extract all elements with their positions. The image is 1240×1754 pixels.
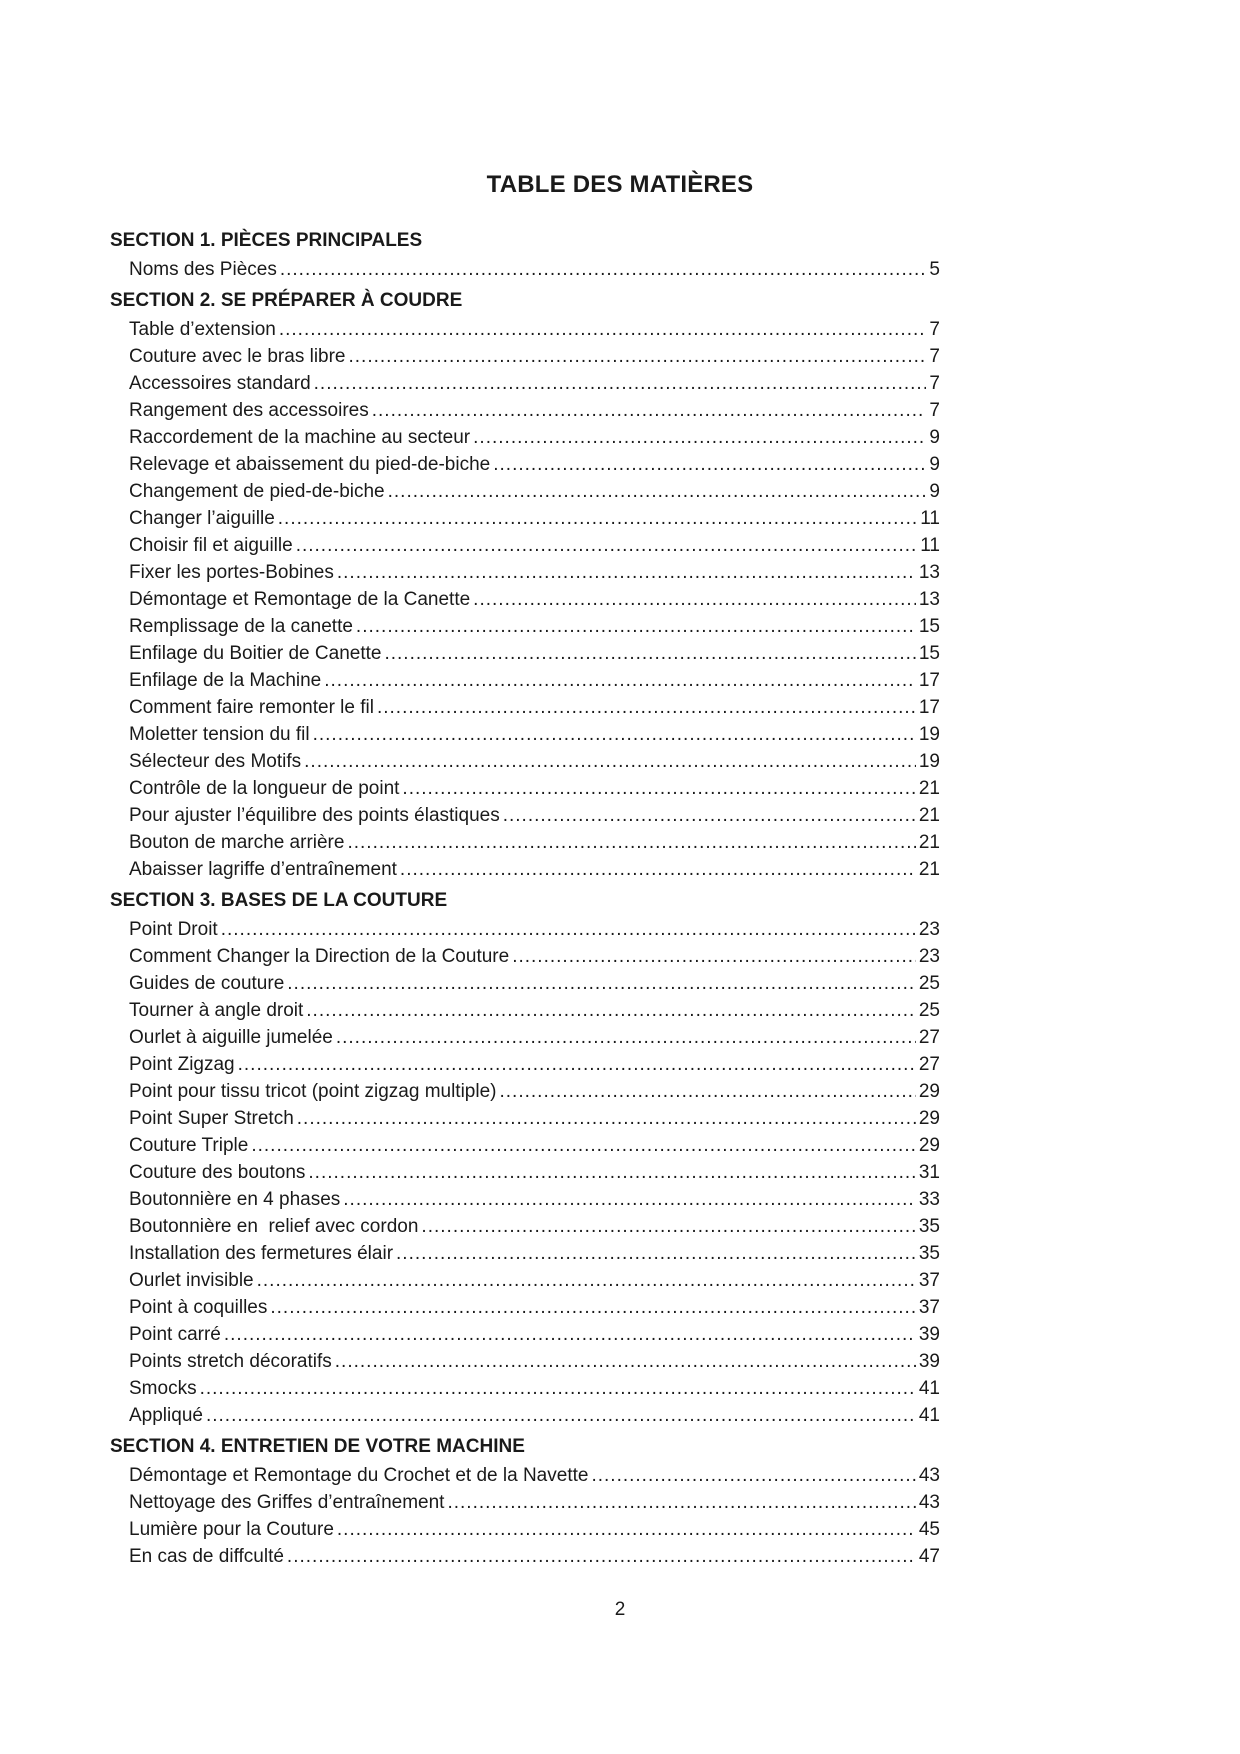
toc-entry (110, 1543, 940, 1570)
dot-leader (308, 1159, 915, 1186)
toc-entry (110, 370, 940, 397)
toc-entry-label: Smocks (129, 1378, 197, 1399)
toc-entry (110, 1321, 940, 1348)
toc-entry-label: Démontage et Remontage de la Canette (129, 589, 471, 610)
toc-entry (110, 1348, 940, 1375)
toc-entry-page: 9 (929, 481, 940, 502)
toc-entry-page: 41 (918, 1405, 940, 1426)
toc-entry-page: 7 (929, 373, 940, 394)
toc-entry-page: 13 (918, 589, 940, 610)
toc-entry (110, 721, 940, 748)
toc-entry (110, 829, 940, 856)
toc-entry (110, 1516, 940, 1543)
toc-entry-page: 19 (918, 751, 940, 772)
toc-entry-page: 15 (918, 643, 940, 664)
toc-entry-label: Noms des Pièces (129, 259, 277, 280)
toc-entry (110, 586, 940, 613)
toc-entry-label: Point Super Stretch (129, 1108, 294, 1129)
toc-entry (110, 256, 940, 283)
dot-leader (238, 1051, 916, 1078)
toc-entry-page: 47 (918, 1546, 940, 1567)
toc-entry-label: Installation des fermetures élair (129, 1243, 394, 1264)
dot-leader (296, 532, 918, 559)
toc-entry-label: Accessoires standard (129, 373, 311, 394)
table-of-contents (110, 229, 940, 1576)
toc-entry-page: 21 (918, 805, 940, 826)
dot-leader (336, 1024, 916, 1051)
dot-leader (343, 1186, 916, 1213)
toc-entry (110, 1186, 940, 1213)
toc-entry-label: Couture Triple (129, 1135, 249, 1156)
toc-entry-label: Nettoyage des Griffes d’entraînement (129, 1492, 445, 1513)
toc-entry-page: 29 (918, 1081, 940, 1102)
dot-leader (591, 1462, 915, 1489)
dot-leader (324, 667, 916, 694)
dot-leader (400, 856, 916, 883)
toc-entry-label: Point carré (129, 1324, 221, 1345)
toc-entry-page: 7 (929, 346, 940, 367)
toc-entry-label: Appliqué (129, 1405, 203, 1426)
toc-entry (110, 748, 940, 775)
dot-leader (493, 451, 926, 478)
dot-leader (297, 1105, 916, 1132)
toc-entry (110, 505, 940, 532)
toc-entry (110, 316, 940, 343)
toc-entry (110, 1294, 940, 1321)
dot-leader (384, 640, 915, 667)
toc-entry-page: 11 (920, 535, 940, 556)
toc-entry-page: 43 (918, 1492, 940, 1513)
dot-leader (372, 397, 927, 424)
dot-leader (447, 1489, 915, 1516)
toc-entry-label: Lumière pour la Couture (129, 1519, 334, 1540)
toc-section (110, 1435, 940, 1570)
toc-entry-label: Couture avec le bras libre (129, 346, 346, 367)
toc-entry-page: 25 (918, 1000, 940, 1021)
toc-entry-page: 23 (918, 946, 940, 967)
toc-entry-label: Rangement des accessoires (129, 400, 369, 421)
dot-leader (270, 1294, 915, 1321)
toc-entry-page: 7 (929, 400, 940, 421)
toc-entry-label: Fixer les portes-Bobines (129, 562, 334, 583)
toc-entry (110, 802, 940, 829)
toc-entry-label: Boutonnière en 4 phases (129, 1189, 341, 1210)
dot-leader (251, 1132, 916, 1159)
toc-entry-page: 27 (918, 1027, 940, 1048)
toc-entry-page: 37 (918, 1297, 940, 1318)
toc-entry-page: 23 (918, 919, 940, 940)
toc-entry-label: Enfilage du Boitier de Canette (129, 643, 382, 664)
toc-entry-label: Changement de pied-de-biche (129, 481, 385, 502)
toc-entry-label: Point pour tissu tricot (point zigzag multiple) (129, 1081, 497, 1102)
dot-leader (337, 559, 916, 586)
dot-leader (280, 256, 927, 283)
toc-entry-label: Sélecteur des Motifs (129, 751, 302, 772)
toc-entry-page: 27 (918, 1054, 940, 1075)
toc-entry-label: Point à coquilles (129, 1297, 268, 1318)
toc-entry-label: Démontage et Remontage du Crochet et de la Navette (129, 1465, 589, 1486)
toc-entry (110, 1240, 940, 1267)
toc-entry-page: 5 (929, 259, 940, 280)
toc-entry-label: Point Zigzag (129, 1054, 235, 1075)
dot-leader (421, 1213, 915, 1240)
toc-entry-label: Guides de couture (129, 973, 285, 994)
dot-leader (503, 802, 916, 829)
toc-entry-label: Couture des boutons (129, 1162, 306, 1183)
toc-entry-page: 37 (918, 1270, 940, 1291)
toc-entry (110, 943, 940, 970)
dot-leader (473, 424, 926, 451)
dot-leader (335, 1348, 916, 1375)
toc-entry (110, 1051, 940, 1078)
toc-entry-page: 39 (918, 1324, 940, 1345)
toc-entry (110, 970, 940, 997)
toc-entry-label: Bouton de marche arrière (129, 832, 345, 853)
toc-entry-label: Comment faire remonter le fil (129, 697, 374, 718)
toc-entry-page: 35 (918, 1243, 940, 1264)
toc-entry-page: 41 (918, 1378, 940, 1399)
toc-entry-page: 21 (918, 778, 940, 799)
section-heading: SECTION 3. BASES DE LA COUTURE (110, 890, 448, 911)
toc-entry-page: 13 (918, 562, 940, 583)
toc-entry-page: 7 (929, 319, 940, 340)
toc-entry (110, 424, 940, 451)
dot-leader (200, 1375, 916, 1402)
toc-entry (110, 478, 940, 505)
toc-entry (110, 667, 940, 694)
toc-entry (110, 916, 940, 943)
toc-entry-page: 33 (918, 1189, 940, 1210)
dot-leader (402, 775, 915, 802)
dot-leader (278, 505, 918, 532)
dot-leader (304, 748, 916, 775)
dot-leader (349, 343, 927, 370)
toc-entry-page: 45 (918, 1519, 940, 1540)
toc-entry-label: Pour ajuster l’équilibre des points élastiques (129, 805, 500, 826)
toc-entry-label: Raccordement de la machine au secteur (129, 427, 471, 448)
toc-entry-page: 11 (920, 508, 940, 529)
toc-entry-page: 17 (918, 697, 940, 718)
dot-leader (396, 1240, 916, 1267)
toc-entry-page: 43 (918, 1465, 940, 1486)
toc-entry-label: Remplissage de la canette (129, 616, 353, 637)
toc-entry-page: 35 (918, 1216, 940, 1237)
toc-entry-label: Choisir fil et aiguille (129, 535, 293, 556)
dot-leader (257, 1267, 916, 1294)
toc-entry (110, 1132, 940, 1159)
dot-leader (356, 613, 916, 640)
toc-entry-page: 29 (918, 1135, 940, 1156)
toc-entry-label: Abaisser lagriffe d’entraînement (129, 859, 397, 880)
toc-entry (110, 343, 940, 370)
dot-leader (347, 829, 915, 856)
toc-entry (110, 1159, 940, 1186)
toc-entry (110, 451, 940, 478)
toc-entry-page: 9 (929, 454, 940, 475)
toc-section (110, 889, 940, 1429)
toc-entry (110, 1402, 940, 1429)
toc-entry-label: Moletter tension du fil (129, 724, 310, 745)
toc-entry (110, 856, 940, 883)
toc-entry (110, 1462, 940, 1489)
page-title: TABLE DES MATIÈRES (486, 171, 754, 198)
toc-entry-page: 21 (918, 832, 940, 853)
toc-entry-label: Table d’extension (129, 319, 276, 340)
toc-entry-page: 31 (918, 1162, 940, 1183)
dot-leader (500, 1078, 916, 1105)
toc-entry-label: En cas de diffculté (129, 1546, 284, 1567)
toc-entry (110, 1375, 940, 1402)
dot-leader (512, 943, 916, 970)
toc-entry (110, 559, 940, 586)
toc-entry-label: Contrôle de la longueur de point (129, 778, 400, 799)
toc-entry (110, 1105, 940, 1132)
toc-entry-label: Point Droit (129, 919, 218, 940)
section-heading: SECTION 2. SE PRÉPARER À COUDRE (110, 290, 463, 311)
toc-section (110, 229, 940, 283)
dot-leader (377, 694, 916, 721)
dot-leader (473, 586, 916, 613)
toc-entry (110, 532, 940, 559)
section-heading: SECTION 4. ENTRETIEN DE VOTRE MACHINE (110, 1436, 525, 1457)
toc-entry (110, 997, 940, 1024)
toc-entry (110, 1078, 940, 1105)
toc-entry (110, 397, 940, 424)
toc-entry-label: Relevage et abaissement du pied-de-biche (129, 454, 491, 475)
dot-leader (221, 916, 916, 943)
toc-entry (110, 1267, 940, 1294)
page-number: 2 (614, 1599, 626, 1620)
toc-entry-label: Changer l’aiguille (129, 508, 275, 529)
toc-entry-label: Ourlet invisible (129, 1270, 254, 1291)
toc-entry (110, 640, 940, 667)
dot-leader (314, 370, 927, 397)
toc-entry-label: Enfilage de la Machine (129, 670, 322, 691)
toc-entry (110, 1213, 940, 1240)
toc-entry-page: 9 (929, 427, 940, 448)
toc-entry (110, 1024, 940, 1051)
dot-leader (388, 478, 927, 505)
dot-leader (306, 997, 916, 1024)
toc-entry-page: 15 (918, 616, 940, 637)
dot-leader (224, 1321, 916, 1348)
toc-entry (110, 613, 940, 640)
toc-entry-page: 39 (918, 1351, 940, 1372)
toc-entry-page: 21 (918, 859, 940, 880)
toc-entry-label: Boutonnière en relief avec cordon (129, 1216, 419, 1237)
toc-section (110, 289, 940, 883)
toc-entry-page: 19 (918, 724, 940, 745)
toc-entry-page: 25 (918, 973, 940, 994)
dot-leader (206, 1402, 916, 1429)
toc-entry (110, 775, 940, 802)
toc-entry-label: Points stretch décoratifs (129, 1351, 332, 1372)
toc-entry (110, 1489, 940, 1516)
toc-entry-label: Comment Changer la Direction de la Couture (129, 946, 510, 967)
toc-entry-label: Ourlet à aiguille jumelée (129, 1027, 333, 1048)
dot-leader (337, 1516, 916, 1543)
dot-leader (313, 721, 916, 748)
toc-entry-page: 29 (918, 1108, 940, 1129)
dot-leader (279, 316, 927, 343)
section-heading: SECTION 1. PIÈCES PRINCIPALES (110, 230, 423, 251)
dot-leader (287, 1543, 916, 1570)
toc-entry-label: Tourner à angle droit (129, 1000, 304, 1021)
toc-entry-page: 17 (918, 670, 940, 691)
dot-leader (287, 970, 916, 997)
toc-entry (110, 694, 940, 721)
